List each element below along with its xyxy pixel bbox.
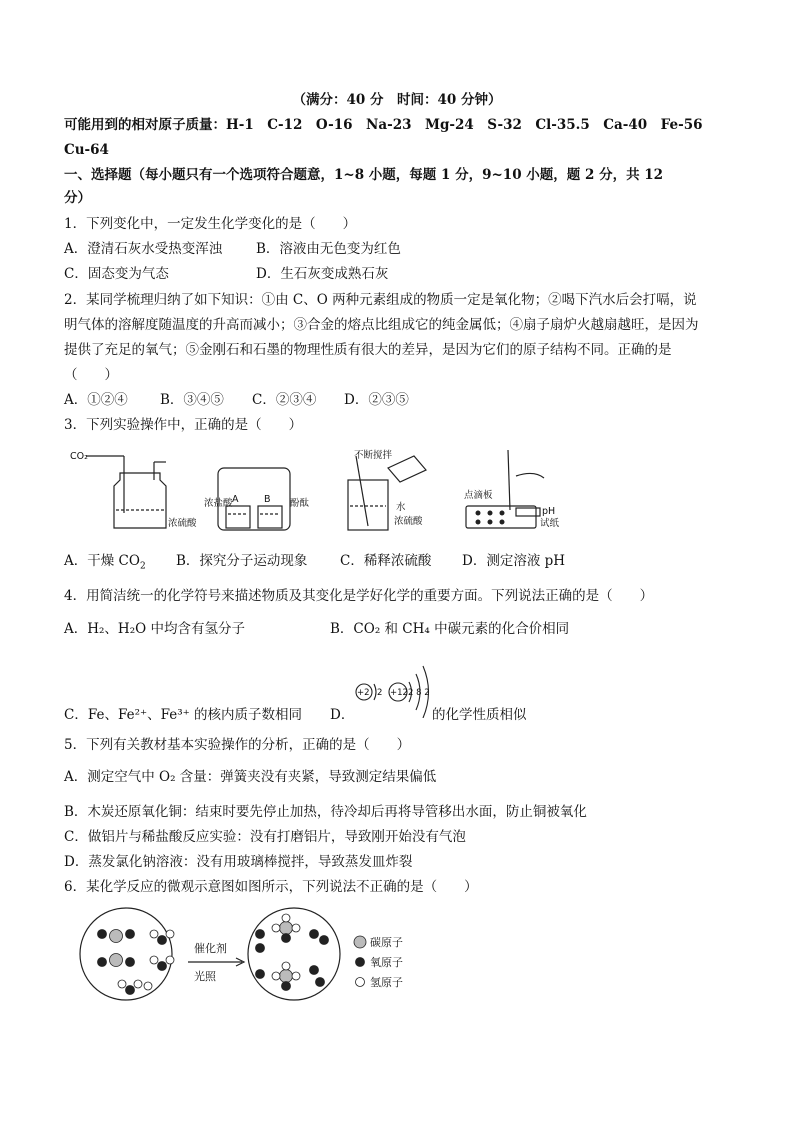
label-co2: CO₂ (70, 451, 88, 462)
q1-option-d: D．生石灰变成熟石灰 (256, 266, 389, 282)
label-water: 水 (396, 502, 406, 513)
q1-option-c: C．固态变为气态 (64, 266, 169, 282)
legend-carbon: 碳原子 (370, 936, 403, 949)
atom1-shell: 2 (377, 688, 383, 698)
label-stir: 不断搅拌 (354, 450, 393, 461)
q2-line2: 明气体的溶解度随温度的升高而减小；③合金的熔点比组成它的纯金属低；④扇子扇炉火越扇越旺，是因为 (64, 317, 699, 333)
catalyst-label: 催化剂 (194, 942, 227, 955)
q2-option-d: D．②③⑤ (344, 392, 409, 408)
q4-stem: 4．用简洁统一的化学符号来描述物质及其变化是学好化学的重要方面。下列说法正确的是（ ） (64, 588, 654, 604)
q2-option-b: B．③④⑤ (160, 392, 224, 408)
q5-stem: 5．下列有关教材基本实验操作的分析，正确的是（ ） (64, 737, 411, 753)
q1-option-b: B．溶液由无色变为红色 (256, 241, 401, 257)
atom2-nucleus: +12 (390, 688, 408, 698)
label-spot-plate: 点滴板 (464, 490, 493, 501)
label-a: A (232, 494, 239, 505)
atom2-shells: 2 8 2 (408, 688, 430, 698)
label-phenol: 酚酞 (290, 498, 310, 509)
q2-option-c: C．②③④ (252, 392, 317, 408)
q5-option-b: B．木炭还原氧化铜：结束时要先停止加热，待冷却后再将导管移出水面，防止铜被氧化 (64, 804, 587, 820)
q3-option-a: A．干燥 $CO_2$ (64, 553, 146, 572)
label-ph: pH (542, 506, 556, 517)
section1-title-line2: 分） (64, 190, 91, 206)
q3-experiment-figure (64, 448, 564, 538)
q3-option-d: D．测定溶液 pH (462, 553, 566, 569)
q3-option-b: B．探究分子运动现象 (176, 553, 308, 569)
label-test-paper: 试纸 (540, 518, 560, 529)
q4-option-c: C．Fe、Fe²⁺、Fe³⁺ 的核内质子数相同 (64, 707, 303, 723)
legend-hydrogen: 氢原子 (370, 976, 403, 989)
q6-stem: 6．某化学反应的微观示意图如图所示，下列说法不正确的是（ ） (64, 879, 478, 895)
atom1-nucleus: +2 (357, 688, 370, 698)
q6-micro-reaction-figure (64, 904, 428, 1004)
label-conc-h2so4-a: 浓硫酸 (168, 518, 197, 529)
label-conc-h2so4-c: 浓硫酸 (394, 516, 423, 527)
q1-stem: 1．下列变化中，一定发生化学变化的是（ ） (64, 216, 357, 232)
q3-stem: 3．下列实验操作中，正确的是（ ） (64, 417, 303, 433)
label-b: B (264, 494, 271, 505)
q1-option-a: A．澄清石灰水受热变浑浊 (64, 241, 223, 257)
q2-option-a: A．①②④ (64, 392, 128, 408)
atomic-masses-line1: 可能用到的相对原子质量：H-1 C-12 O-16 Na-23 Mg-24 S-32 Cl-35.5 Ca-40 Fe-56 (64, 117, 703, 133)
q4-option-d-prefix: D． (330, 707, 355, 723)
q3-option-c: C．稀释浓硫酸 (340, 553, 432, 569)
q2-line1: 2．某同学梳理归纳了如下知识：①由 C、O 两种元素组成的物质一定是氧化物；②喝下汽水后会打嗝，说 (64, 292, 697, 308)
q5-option-c: C．做铝片与稀盐酸反应实验：没有打磨铝片，导致刚开始没有气泡 (64, 829, 466, 845)
q4-atom-structure-figure (352, 658, 436, 718)
score-time: （满分：40 分 时间：40 分钟） (292, 92, 502, 108)
q4-option-b: B．CO₂ 和 CH₄ 中碳元素的化合价相同 (330, 621, 570, 637)
label-conc-hcl: 浓盐酸 (204, 498, 233, 509)
atomic-masses-line2: Cu-64 (64, 142, 109, 158)
q2-line3: 提供了充足的氧气；⑤金刚石和石墨的物理性质有很大的差异，是因为它们的原子结构不同。正确的是 (64, 342, 672, 358)
q5-option-d: D．蒸发氯化钠溶液：没有用玻璃棒搅拌，导致蒸发皿炸裂 (64, 854, 413, 870)
q4-option-a: A．H₂、H₂O 中均含有氢分子 (64, 621, 245, 637)
section1-title-line1: 一、选择题（每小题只有一个选项符合题意，1~8 小题，每题 1 分，9~10 小题，题 2 分，共 12 (64, 167, 664, 183)
light-label: 光照 (194, 970, 216, 983)
legend-oxygen: 氧原子 (370, 956, 403, 969)
q5-option-a: A．测定空气中 O₂ 含量：弹簧夹没有夹紧，导致测定结果偏低 (64, 769, 437, 785)
q2-line4: （ ） (64, 367, 118, 383)
q4-option-d-suffix: 的化学性质相似 (432, 707, 527, 723)
